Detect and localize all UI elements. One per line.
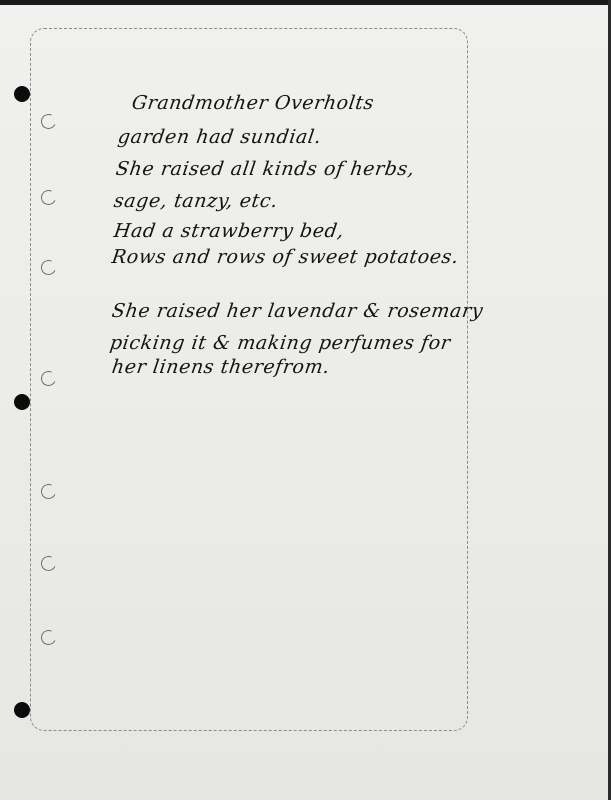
handwritten-line: her linens therefrom. [110, 356, 332, 378]
handwritten-line: She raised all kinds of herbs, [114, 158, 417, 180]
scan-top-edge [0, 0, 611, 5]
handwritten-line: Had a strawberry bed, [112, 220, 346, 242]
binder-hole-icon [14, 394, 30, 410]
handwritten-line: garden had sundial. [116, 126, 323, 148]
handwritten-line: sage, tanzy, etc. [112, 190, 280, 212]
handwritten-line: She raised her lavendar & rosemary [110, 300, 485, 322]
handwritten-line: Grandmother Overholts [130, 92, 376, 114]
handwritten-line: Rows and rows of sweet potatoes. [110, 246, 461, 268]
binder-hole-icon [14, 702, 30, 718]
binder-hole-icon [14, 86, 30, 102]
handwritten-line: picking it & making perfumes for [108, 332, 453, 354]
